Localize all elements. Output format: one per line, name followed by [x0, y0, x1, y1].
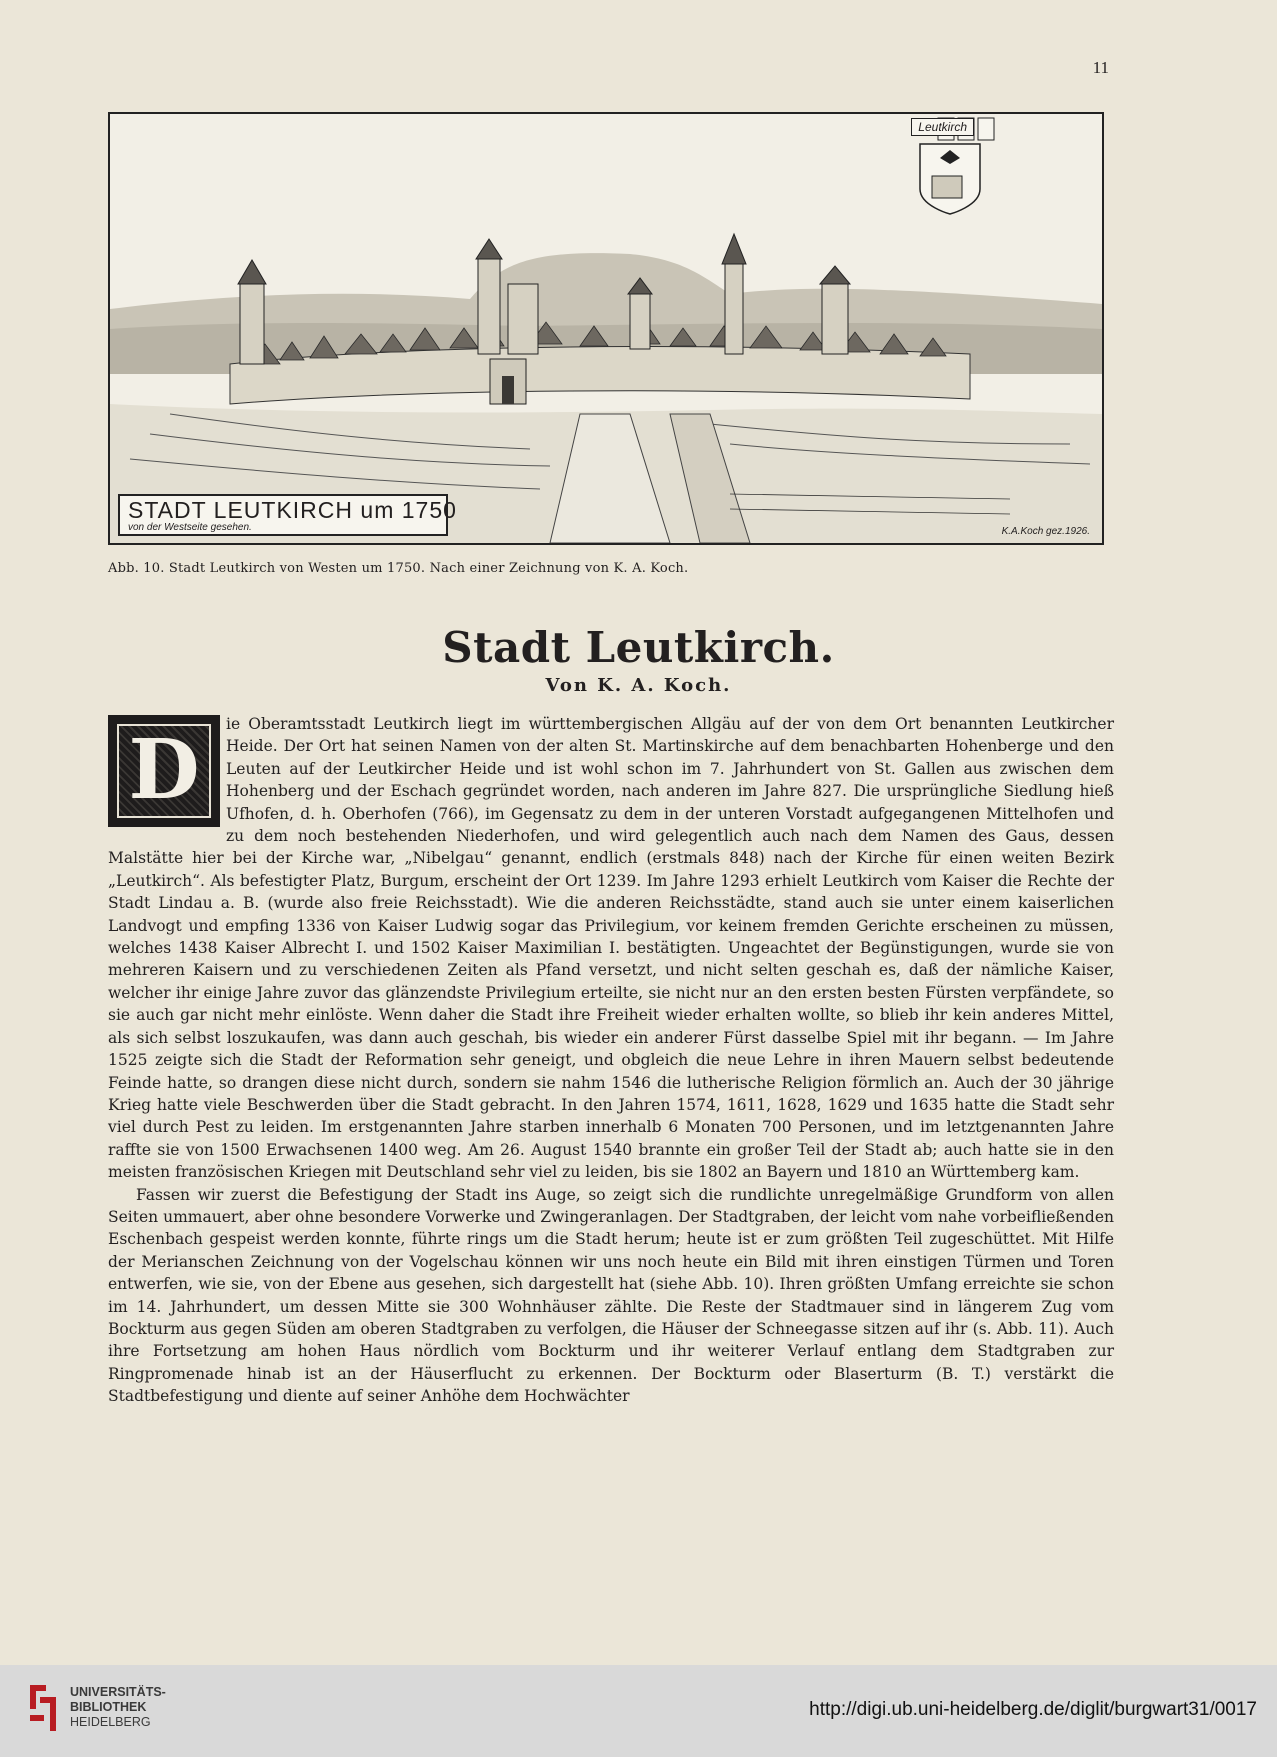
page-number: 11	[1092, 58, 1109, 77]
illustration-cartouche	[118, 494, 457, 536]
article-paragraph: Fassen wir zuerst die Befestigung der Stadt ins Auge, so zeigt sich die rundlichte unregelmäßige Grundform von allen Seiten ummauert, aber ohne besondere Vorwerke und Zwingeranlagen. Der Stadtgraben, der leicht vom nahe vorbeifließenden Eschenbach gespeist werden konnte, führte rings um die Stadt herum; heute ist er zum größten Teil zugeschüttet. Mit Hilfe der Merianschen Zeichnung von der Vogelschau können wir uns noch heute ein Bild mit ihren einstigen Türmen und Toren entwerfen, wie sie, von der Ebene aus gesehen, sich dargestellt hat (siehe Abb. 10). Ihren größten Umfang erreichte sie schon im 14. Jahrhundert, um dessen Mitte sie 300 Wohnhäuser zählte. Die Reste der Stadtmauer sind in längerem Zug vom Bockturm aus gegen Süden am oberen Stadtgraben zu verfolgen, die Häuser der Schneegasse sitzen auf ihr (s. Abb. 11). Auch ihre Fortsetzung am hohen Haus nördlich vom Bockturm und ihr weiterer Verlauf entlang dem Stadtgraben zur Ringpromenade hinab ist an der Häuserflucht zu erkennen. Der Bockturm oder Blaserturm (B. T.) verstärkt die Stadtbefestigung und diente auf seiner Anhöhe dem Hochwächter	[108, 1185, 1114, 1406]
dropcap-initial	[108, 715, 220, 827]
cartouche-subtitle: von der Westseite gesehen.	[128, 522, 252, 533]
library-logo-icon	[22, 1679, 64, 1737]
town-illustration	[108, 112, 1104, 545]
figure-caption: Abb. 10. Stadt Leutkirch von Westen um 1750. Nach einer Zeichnung von K. A. Koch.	[108, 561, 689, 576]
crest-label: Leutkirch	[911, 118, 974, 136]
article-paragraph: ie Oberamtsstadt Leutkirch liegt im württembergischen Allgäu auf der von dem Ort benannten Leutkircher Heide. Der Ort hat seinen Namen von der alten St. Martinskirche auf dem benachbarten Hohenberge und den Leuten auf der Leutkircher Heide und ist wohl schon im 7. Jahrhundert von St. Gallen aus zwischen dem Hohenberg und der Eschach gegründet worden, nach anderen im Jahre 827. Die ursprüngliche Siedlung hieß Ufhofen, d. h. Oberhofen (766), im Gegensatz zu dem in der unteren Vorstadt aufgegangenen Mittelhofen und zu dem noch bestehenden Niederhofen, und wird gelegentlich auch nach dem Namen des Gaus, dessen Malstätte hier bei der Kirche war, „Nibelgau“ genannt, endlich (erstmals 848) nach der Kirche für einen weiten Bezirk „Leutkirch“. Als befestigter Platz, Burgum, erscheint der Ort 1239. Im Jahre 1293 erhielt Leutkirch vom Kaiser die Rechte der Stadt Lindau a. B. (wurde also freie Reichsstadt). Wie die anderen Reichsstädte, stand auch sie unter einem kaiserlichen Landvogt und empfing 1336 von Kaiser Ludwig sogar das Privilegium, vor keinem fremden Gerichte erscheinen zu müssen, welches 1438 Kaiser Albrecht I. und 1502 Kaiser Maximilian I. bestätigten. Ungeachtet der Begünstigungen, wurde sie von mehreren Kaisern und zu verschiedenen Zeiten als Pfand versetzt, und nicht selten geschah es, daß der nämliche Kaiser, welcher ihr einige Jahre zuvor das glänzendste Privilegium erteilte, sie nicht nur an den ersten besten Fürsten verpfändete, so sie auch gar nicht mehr einlöste. Wenn daher die Stadt ihre Freiheit wieder erhalten wollte, so blieb ihr kein anderes Mittel, als sich selbst loszukaufen, was dann auch geschah, bis wieder ein anderer Fürst dasselbe Spiel mit ihr begann. — Im Jahre 1525 zeigte sich die Stadt der Reformation sehr geneigt, und obgleich die neue Lehre in ihren Mauern selbst bedeutende Feinde hatte, so drangen diese nicht durch, sondern sie nahm 1546 die lutherische Religion förmlich an. Auch der 30 jährige Krieg hatte viele Beschwerden über die Stadt gebracht. In den Jahren 1574, 1611, 1628, 1629 und 1635 hatte die Stadt sehr viel durch Pest zu leiden. Im erstgenannten Jahre starben innerhalb 6 Monaten 700 Personen, und im letztgenannten Jahre raffte sie von 1500 Erwachsenen 1400 weg. Am 26. August 1540 brannte ein großer Teil der Stadt ab; auch hatte sie in den meisten französischen Kriegen mit Deutschland sehr viel zu leiden, bis sie 1802 an Bayern und 1810 an Württemberg kam.	[108, 715, 1114, 1182]
article-title: Stadt Leutkirch.	[442, 623, 835, 672]
cartouche-title: STADT LEUTKIRCH um 1750	[128, 497, 457, 523]
logo-line-1: UNIVERSITÄTS-	[70, 1685, 166, 1699]
artist-signature: K.A.Koch gez.1926.	[1001, 526, 1090, 537]
town-view-drawing	[110, 114, 1102, 543]
library-footer	[0, 1665, 1277, 1757]
article-byline: Von K. A. Koch.	[545, 675, 732, 696]
document-url-link[interactable]: http://digi.ub.uni-heidelberg.de/diglit/burgwart31/0017	[809, 1699, 1257, 1720]
article-body	[108, 713, 1114, 1408]
logo-line-3: HEIDELBERG	[70, 1715, 151, 1729]
logo-line-2: BIBLIOTHEK	[70, 1700, 147, 1714]
dropcap-letter: D	[128, 722, 200, 818]
library-logo-text	[70, 1685, 166, 1730]
